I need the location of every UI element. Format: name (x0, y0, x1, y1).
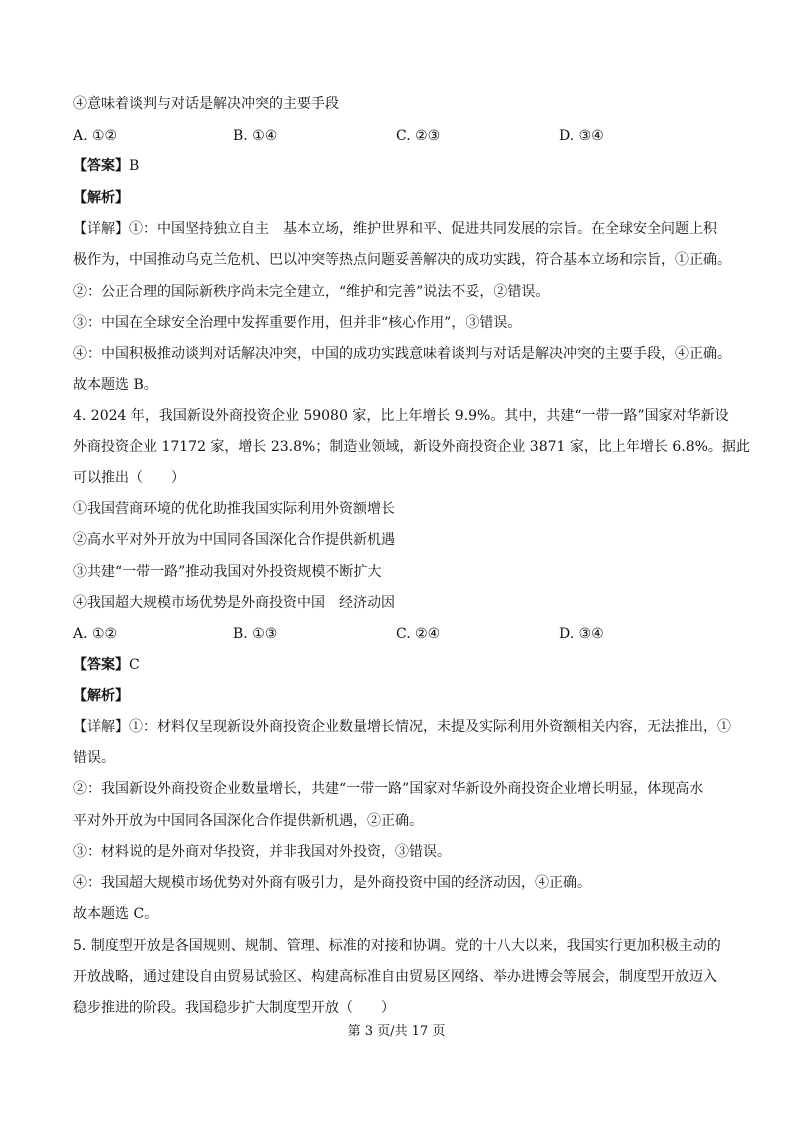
q5-stem-line: 开放战略，通过建设自由贸易试验区、构建高标准自由贸易区网络、举办进博会等展会，制度型开放迈入 (73, 969, 717, 985)
answer-value: C (129, 657, 140, 673)
q4-detail-line: ③：材料说的是外商对华投资，并非我国对外投资，③错误。 (73, 844, 451, 860)
q4-detail-line: ④：我国超大规模市场优势对外商有吸引力，是外商投资中国的经济动因，④正确。 (73, 875, 591, 891)
q4-statement-3: ③共建“一带一路”推动我国对外投资规模不断扩大 (73, 564, 382, 580)
q4-options (73, 624, 733, 644)
q5-stem-line: 稳步推进的阶段。我国稳步扩大制度型开放（ ） (73, 1000, 395, 1016)
q4-statement-4: ④我国超大规模市场优势是外商投资中国 经济动因 (73, 595, 395, 611)
q4-detail-line: 【详解】①：材料仅呈现新设外商投资企业数量增长情况，未提及实际利用外资额相关内容，无法推出，① (73, 719, 731, 735)
q4-stem-line: 4. 2024 年，我国新设外商投资企业 59080 家，比上年增长 9.9%。其中，共建“一带一路”国家对华新设 (73, 408, 729, 424)
q4-answer (73, 655, 140, 675)
q3-answer (73, 156, 139, 176)
q4-option-d: D. ③④ (559, 626, 604, 642)
q3-options (73, 126, 733, 146)
q4-option-a: A. ①② (73, 626, 118, 642)
q3-detail-line: ②：公正合理的国际新秩序尚未完全建立，“维护和完善”说法不妥，②错误。 (73, 284, 550, 300)
q3-detail-line: 故本题选 B。 (73, 377, 158, 393)
q3-detail-line: 极作为，中国推动乌克兰危机、巴以冲突等热点问题妥善解决的成功实践，符合基本立场和宗旨，①正确。 (73, 252, 731, 268)
q3-detail-line: ④：中国积极推动谈判对话解决冲突，中国的成功实践意味着谈判与对话是解决冲突的主要手段，④正确。 (73, 346, 731, 362)
q4-option-b: B. ①③ (233, 626, 278, 642)
q3-option-a: A. ①② (73, 128, 118, 144)
q4-statement-2: ②高水平对外开放为中国同各国深化合作提供新机遇 (73, 532, 395, 548)
q4-option-c: C. ②④ (396, 626, 441, 642)
answer-value: B (129, 158, 140, 174)
q4-detail-line: 平对外开放为中国同各国深化合作提供新机遇，②正确。 (73, 813, 423, 829)
q3-detail-line: 【详解】①：中国坚持独立自主 基本立场，维护世界和平、促进共同发展的宗旨。在全球安全问题上积 (73, 221, 717, 237)
q3-analysis-tag: 【解析】 (73, 190, 129, 206)
answer-tag: 【答案】 (73, 657, 129, 673)
q3-statement-4: ④意味着谈判与对话是解决冲突的主要手段 (73, 96, 339, 112)
q3-option-b: B. ①④ (233, 128, 278, 144)
q4-stem-line: 外商投资企业 17172 家，增长 23.8%；制造业领域，新设外商投资企业 3871 家，比上年增长 6.8%。据此 (73, 439, 750, 455)
q4-analysis-tag: 【解析】 (73, 688, 129, 704)
page-footer: 第 3 页/共 17 页 (347, 1024, 446, 1039)
q5-stem-line: 5. 制度型开放是各国规则、规制、管理、标准的对接和协调。党的十八大以来，我国实行更加积极主动的 (73, 938, 721, 954)
q3-option-c: C. ②③ (396, 128, 441, 144)
q4-detail-line: 错误。 (73, 750, 115, 766)
q4-detail-line: 故本题选 C。 (73, 906, 159, 922)
q4-stem-line: 可以推出（ ） (73, 470, 185, 486)
answer-tag: 【答案】 (73, 158, 129, 174)
q4-detail-line: ②：我国新设外商投资企业数量增长，共建“一带一路”国家对华新设外商投资企业增长明显，体现高水 (73, 781, 704, 797)
q4-statement-1: ①我国营商环境的优化助推我国实际利用外资额增长 (73, 501, 395, 517)
q3-detail-line: ③：中国在全球安全治理中发挥重要作用，但并非“核心作用”，③错误。 (73, 315, 522, 331)
q3-option-d: D. ③④ (559, 128, 604, 144)
